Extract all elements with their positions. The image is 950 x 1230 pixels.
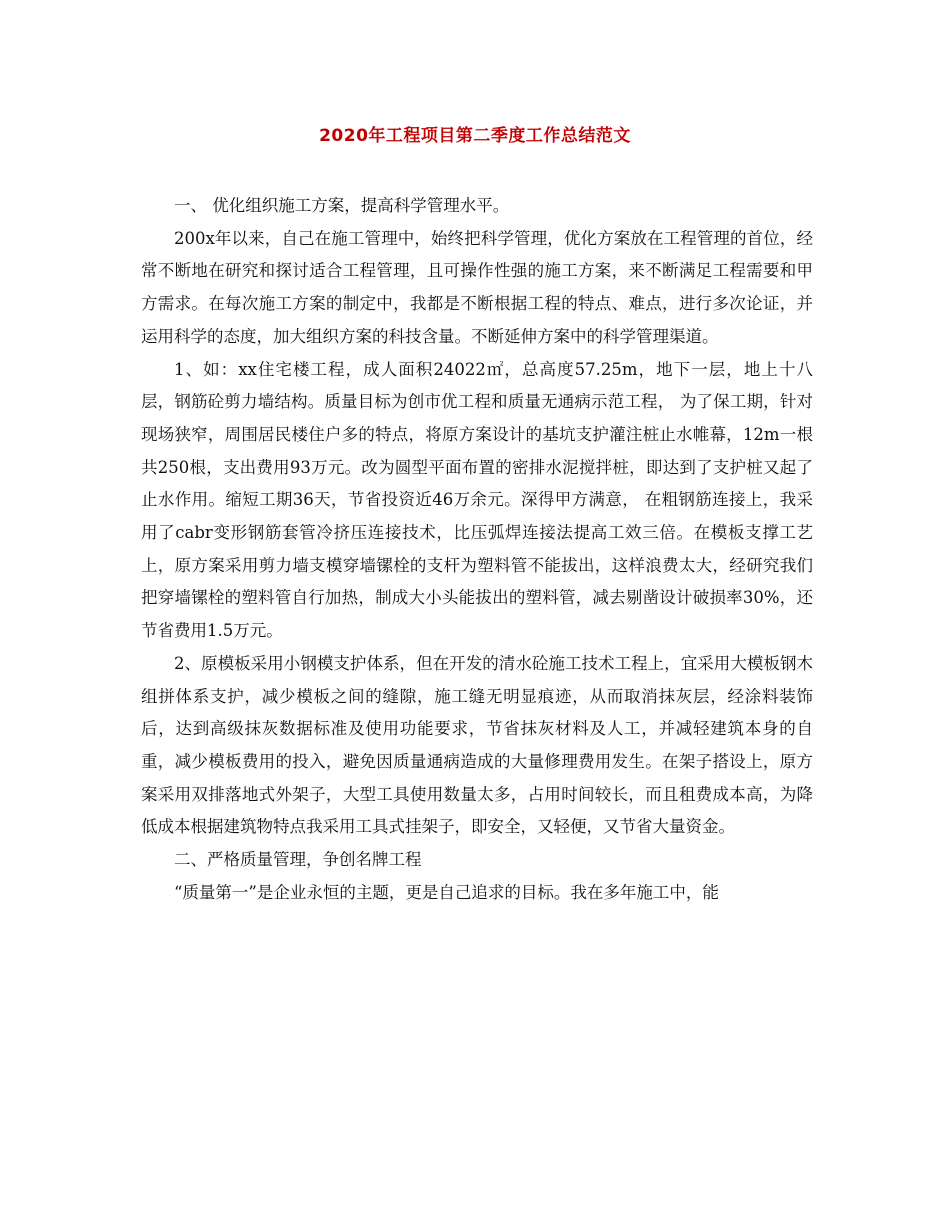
section-heading-2: 二、严格质量管理，争创名牌工程 [174, 850, 422, 870]
document-title: 2020年工程项目第二季度工作总结范文 [319, 126, 631, 146]
document-body [141, 190, 813, 909]
paragraph-4: “质量第一”是企业永恒的主题，更是自己追求的目标。我在多年施工中，能 [174, 882, 719, 902]
paragraph-3: 2、原模板采用小钢模支护体系，但在开发的清水砼施工技术工程上，宜采用大模板钢木组拼体系支护，减少模板之间的缝隙，施工缝无明显痕迹，从而取消抹灰层，经涂料装饰后，达到高级抹灰数据标准及使用功能要求，节省抹灰材料及人工，并减轻建筑本身的自重，减少模板费用的投入，避免因质量通病造成的大量修理费用发生。在架子搭设上，原方案采用双排落地式外架子，大型工具使用数量太多，占用时间较长，而且租费成本高，为降低成本根据建筑物特点我采用工具式挂架子，即安全，又轻便，又节省大量资金。 [141, 653, 813, 837]
section-heading-1: 一、 优化组织施工方案，提高科学管理水平。 [174, 196, 510, 215]
paragraph-1: 200x年以来，自己在施工管理中，始终把科学管理，优化方案放在工程管理的首位，经常不断地在研究和探讨适合工程管理，且可操作性强的施工方案，来不断满足工程需要和甲方需求。在每次施工方案的制定中，我都是不断根据工程的特点、难点，进行多次论证，并运用科学的态度，加大组织方案的科技含量。不断延伸方案中的科学管理渠道。 [141, 228, 813, 346]
paragraph-2: 1、如：xx住宅楼工程，成人面积24022㎡，总高度57.25m，地下一层，地上十八层，钢筋砼剪力墙结构。质量目标为创市优工程和质量无通病示范工程， 为了保工期，针对现场狭窄，周围居民楼住户多的特点，将原方案设计的基坑支护灌注桩止水帷幕，12m一根共250根，支出费用93万元。改为圆型平面布置的密排水泥搅拌桩，即达到了支护桩又起了止水作用。缩短工期36天，节省投资近46万余元。深得甲方满意， 在粗钢筋连接上，我采用了cabr变形钢筋套管冷挤压连接技术，比压弧焊连接法提高工效三倍。在模板支撑工艺上，原方案采用剪力墙支模穿墙镙栓的支杆为塑料管不能拔出，这样浪费太大，经研究我们把穿墙镙栓的塑料管自行加热，制成大小头能拔出的塑料管，减去剔凿设计破损率30%，还节省费用1.5万元。 [141, 359, 813, 641]
